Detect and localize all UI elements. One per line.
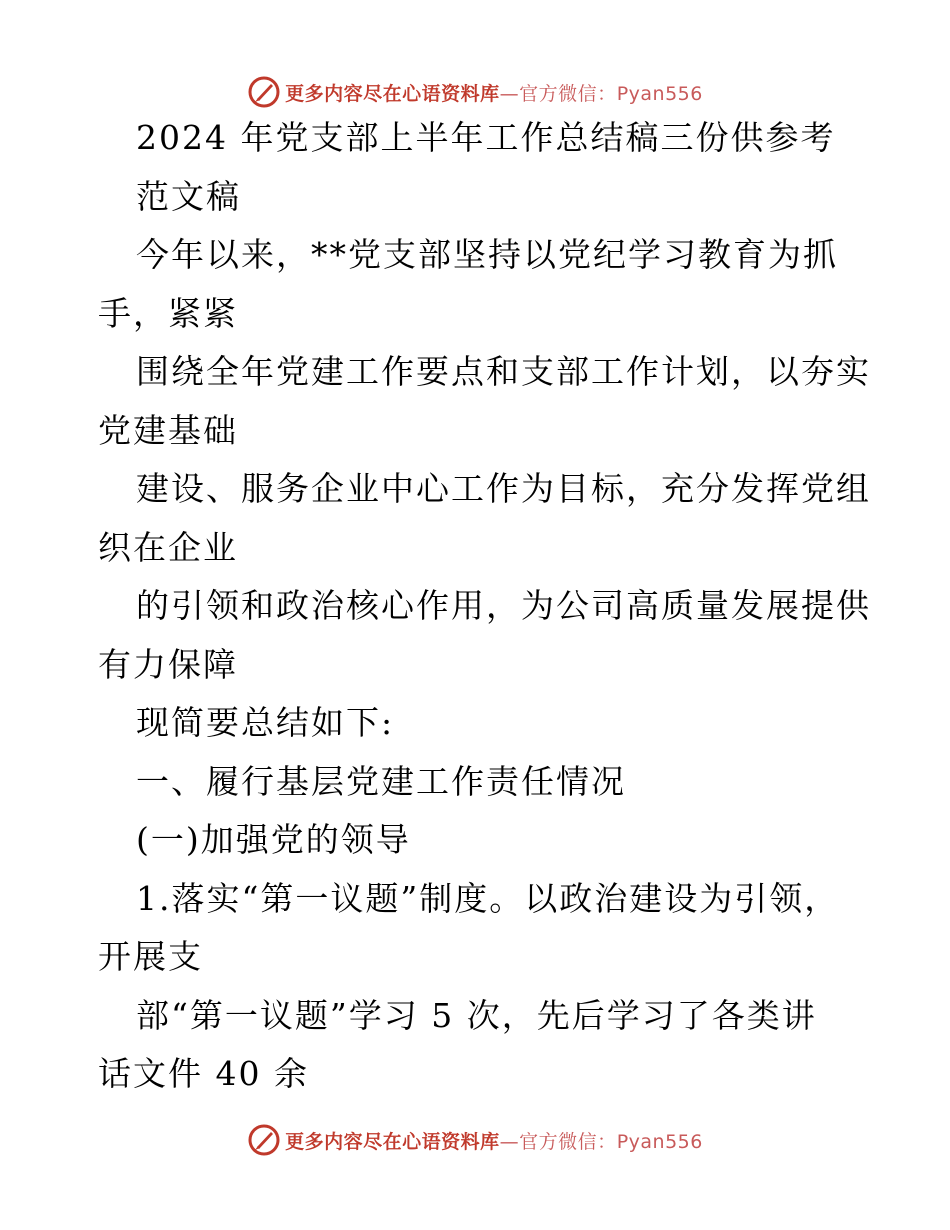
document-line: 范文稿 — [136, 177, 241, 216]
document-line: 围绕全年党建工作要点和支部工作计划，以夯实 — [136, 352, 871, 391]
document-line: (一)加强党的领导 — [136, 820, 411, 859]
document-line: 部“第一议题”学习 5 次，先后学习了各类讲 — [136, 996, 817, 1035]
document-line: 有力保障 — [98, 645, 238, 684]
document-line: 的引领和政治核心作用，为公司高质量发展提供 — [136, 586, 871, 625]
document-line: 今年以来，**党支部坚持以党纪学习教育为抓 — [136, 235, 838, 274]
quill-seal-icon — [247, 75, 281, 109]
document-line: 织在企业 — [98, 528, 238, 567]
document-line: 建设、服务企业中心工作为目标，充分发挥党组 — [136, 469, 871, 508]
document-line: 现简要总结如下: — [136, 703, 395, 742]
document-line: 一、履行基层党建工作责任情况 — [136, 762, 626, 801]
quill-seal-icon — [247, 1123, 281, 1157]
document-line: 党建基础 — [98, 411, 238, 450]
header-watermark — [0, 72, 950, 112]
document-line: 1.落实“第一议题”制度。以政治建设为引领， — [136, 879, 840, 918]
document-line: 手，紧紧 — [98, 294, 238, 333]
watermark-text: 更多内容尽在心语资料库—官方微信：Pyan556 — [285, 1130, 703, 1153]
watermark-text: 更多内容尽在心语资料库—官方微信：Pyan556 — [285, 82, 703, 105]
document-line: 开展支 — [98, 937, 203, 976]
document-line: 2024 年党支部上半年工作总结稿三份供参考 — [136, 118, 836, 157]
footer-watermark — [0, 1120, 950, 1160]
document-line: 话文件 40 余 — [98, 1054, 309, 1093]
